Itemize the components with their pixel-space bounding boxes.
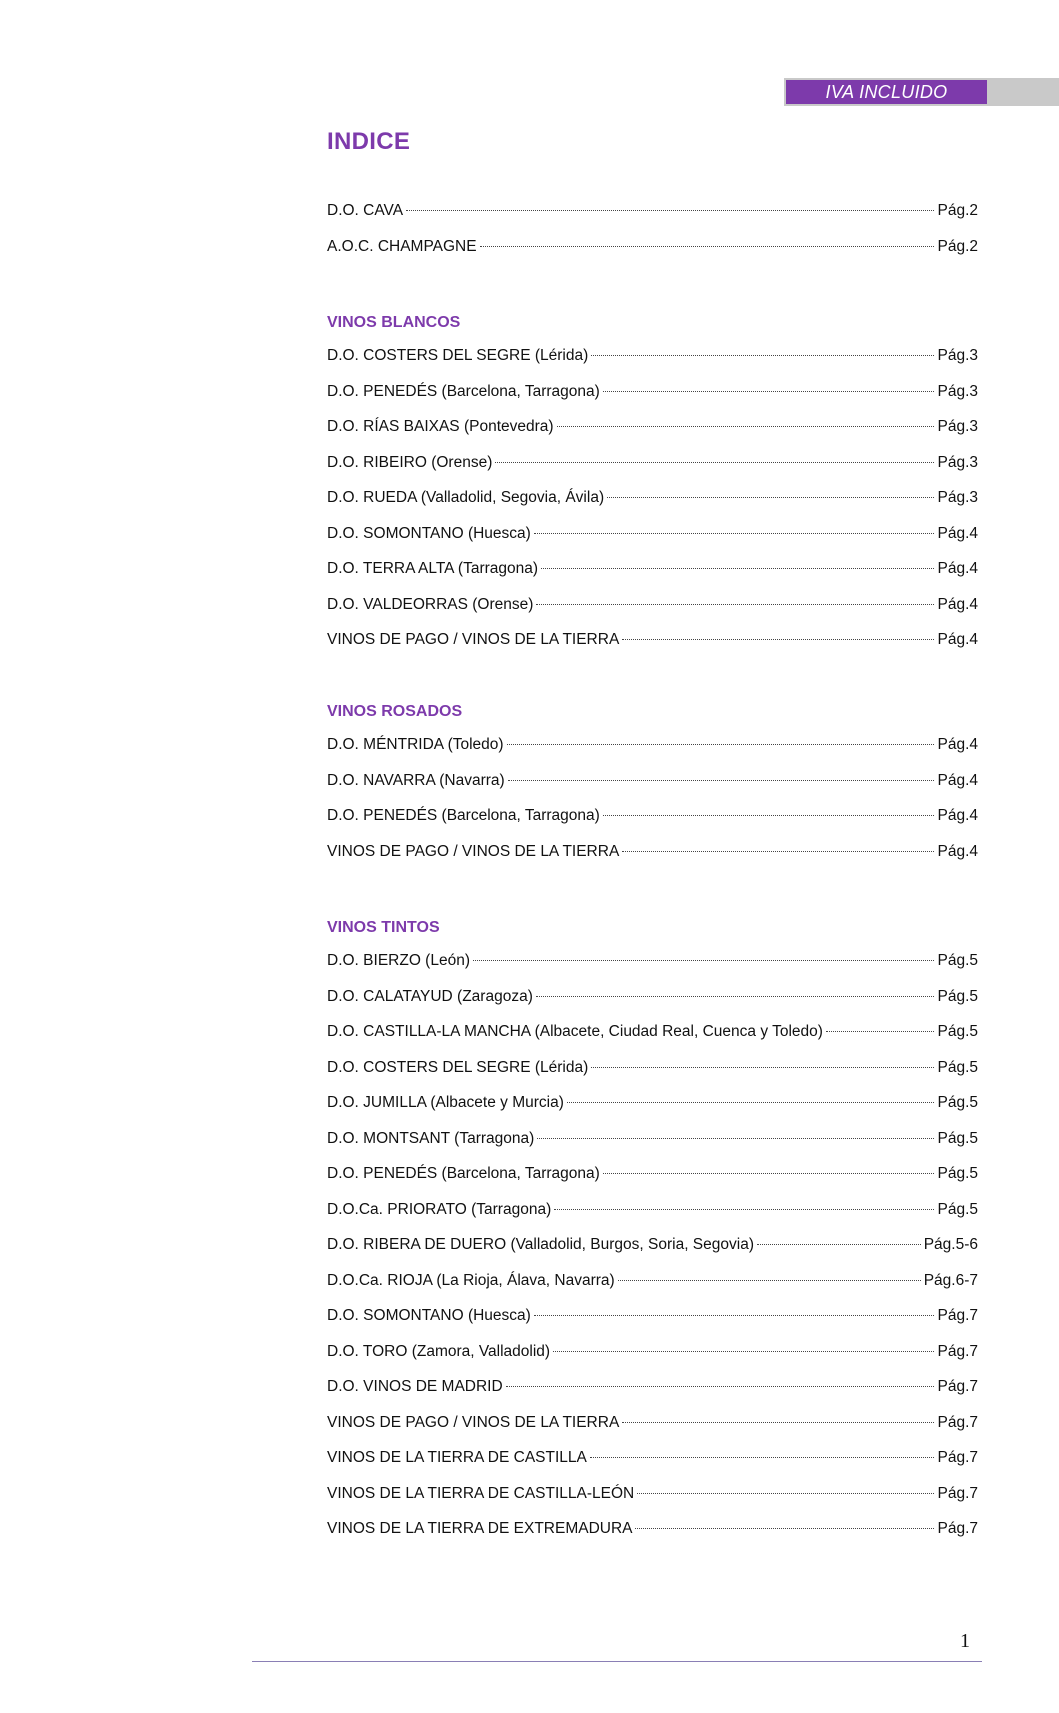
dot-leader bbox=[534, 533, 935, 534]
dot-leader bbox=[622, 1422, 934, 1423]
dot-leader bbox=[473, 960, 935, 961]
toc-entry-page: Pág.2 bbox=[937, 202, 978, 219]
toc-entry-label: D.O. MÉNTRIDA (Toledo) bbox=[327, 736, 504, 753]
toc-entry-page: Pág.7 bbox=[937, 1307, 978, 1324]
toc-entry-label: D.O. BIERZO (León) bbox=[327, 952, 470, 969]
toc-entry-page: Pág.3 bbox=[937, 347, 978, 364]
dot-leader bbox=[622, 639, 934, 640]
toc-entry-label: D.O. MONTSANT (Tarragona) bbox=[327, 1129, 535, 1147]
toc-entry bbox=[327, 734, 978, 770]
toc-entry-page: Pág.3 bbox=[937, 453, 978, 471]
toc-entry-label: D.O. PENEDÉS (Barcelona, Tarragona) bbox=[327, 382, 600, 400]
toc-entry-page: Pág.3 bbox=[937, 489, 978, 506]
toc-entry bbox=[327, 1518, 978, 1554]
toc-entry bbox=[327, 1057, 978, 1093]
toc-entry-label: D.O. SOMONTANO (Huesca) bbox=[327, 1307, 531, 1324]
toc-entry-page: Pág.4 bbox=[937, 842, 978, 860]
toc-entry-label: D.O. RUEDA (Valladolid, Segovia, Ávila) bbox=[327, 489, 605, 506]
dot-leader bbox=[537, 1138, 934, 1139]
dot-leader bbox=[637, 1493, 934, 1494]
section-heading-vinos-rosados: VINOS ROSADOS bbox=[327, 703, 463, 720]
dot-leader bbox=[603, 815, 935, 816]
toc-entry bbox=[327, 986, 978, 1022]
toc-entry bbox=[327, 200, 978, 236]
toc-entry bbox=[327, 236, 978, 272]
page-title: INDICE bbox=[327, 128, 411, 155]
toc-entry bbox=[327, 487, 978, 523]
dot-leader bbox=[603, 391, 935, 392]
toc-entry bbox=[327, 1447, 978, 1483]
toc-entry-label: VINOS DE PAGO / VINOS DE LA TIERRA bbox=[327, 842, 620, 860]
toc-entry-label: D.O. CALATAYUD (Zaragoza) bbox=[327, 987, 533, 1005]
toc-entry-label: D.O. RÍAS BAIXAS (Pontevedra) bbox=[327, 418, 554, 435]
toc-entry bbox=[327, 1128, 978, 1164]
toc-entry bbox=[327, 1234, 978, 1270]
toc-entry-page: Pág.4 bbox=[937, 771, 978, 789]
toc-entry bbox=[327, 1483, 978, 1519]
toc-entry-label: D.O. JUMILLA (Albacete y Murcia) bbox=[327, 1094, 564, 1111]
toc-entry bbox=[327, 629, 978, 665]
toc-entry-page: Pág.4 bbox=[937, 595, 978, 613]
toc-entry bbox=[327, 1305, 978, 1341]
toc-entry-page: Pág.7 bbox=[937, 1413, 978, 1431]
dot-leader bbox=[622, 851, 934, 852]
toc-entry-page: Pág.5 bbox=[937, 1094, 978, 1111]
toc-entry-page: Pág.7 bbox=[937, 1484, 978, 1502]
toc-entry-label: D.O. VINOS DE MADRID bbox=[327, 1378, 503, 1395]
toc-entry-page: Pág.7 bbox=[937, 1449, 978, 1466]
dot-leader bbox=[495, 462, 934, 463]
toc-entry-label: VINOS DE LA TIERRA DE CASTILLA-LEÓN bbox=[327, 1484, 635, 1502]
toc-entry-page: Pág.5 bbox=[937, 1129, 978, 1147]
toc-entry-label: VINOS DE PAGO / VINOS DE LA TIERRA bbox=[327, 1413, 620, 1431]
toc-entry-label: A.O.C. CHAMPAGNE bbox=[327, 237, 477, 255]
toc-entry-label: D.O.Ca. RIOJA (La Rioja, Álava, Navarra) bbox=[327, 1271, 615, 1289]
dot-leader bbox=[506, 1386, 935, 1387]
toc-section-vinos-rosados bbox=[327, 700, 978, 876]
dot-leader bbox=[553, 1351, 934, 1352]
toc-entry-label: D.O. PENEDÉS (Barcelona, Tarragona) bbox=[327, 1165, 600, 1182]
dot-leader bbox=[536, 604, 934, 605]
toc-entry-label: VINOS DE LA TIERRA DE CASTILLA bbox=[327, 1449, 587, 1466]
toc-entry bbox=[327, 416, 978, 452]
dot-leader bbox=[480, 246, 935, 247]
section-heading-vinos-blancos: VINOS BLANCOS bbox=[327, 314, 461, 331]
toc-entry bbox=[327, 345, 978, 381]
toc-entry bbox=[327, 523, 978, 559]
toc-entry-label: D.O. CASTILLA-LA MANCHA (Albacete, Ciudad Real, Cuenca y Toledo) bbox=[327, 1023, 823, 1040]
toc-entry-page: Pág.5 bbox=[937, 1058, 978, 1076]
toc-entry-page: Pág.4 bbox=[937, 736, 978, 753]
toc-entry-label: D.O. RIBEIRO (Orense) bbox=[327, 453, 493, 471]
dot-leader bbox=[507, 744, 935, 745]
dot-leader bbox=[757, 1244, 921, 1245]
toc-entry-page: Pág.7 bbox=[937, 1520, 978, 1537]
toc-entry bbox=[327, 1092, 978, 1128]
toc-entry-label: D.O. NAVARRA (Navarra) bbox=[327, 771, 505, 789]
toc-entry-page: Pág.7 bbox=[937, 1378, 978, 1395]
toc-entry-page: Pág.5 bbox=[937, 1023, 978, 1040]
toc-entry-label: D.O.Ca. PRIORATO (Tarragona) bbox=[327, 1200, 552, 1218]
toc-entry-page: Pág.6-7 bbox=[923, 1271, 978, 1289]
toc-entry bbox=[327, 1021, 978, 1057]
dot-leader bbox=[406, 210, 934, 211]
toc-entry bbox=[327, 1199, 978, 1235]
section-heading-vinos-tintos: VINOS TINTOS bbox=[327, 919, 440, 936]
dot-leader bbox=[591, 1067, 934, 1068]
toc-entry-page: Pág.4 bbox=[937, 560, 978, 577]
dot-leader bbox=[567, 1102, 935, 1103]
toc-section-vinos-tintos bbox=[327, 916, 978, 1554]
toc-entry-label: VINOS DE LA TIERRA DE EXTREMADURA bbox=[327, 1520, 633, 1537]
toc-entry-label: D.O. TERRA ALTA (Tarragona) bbox=[327, 560, 539, 577]
toc-entry-label: D.O. CAVA bbox=[327, 202, 404, 219]
toc-entry bbox=[327, 1163, 978, 1199]
toc-entry-label: VINOS DE PAGO / VINOS DE LA TIERRA bbox=[327, 631, 620, 648]
dot-leader bbox=[541, 568, 934, 569]
toc-entry bbox=[327, 1341, 978, 1377]
toc-entry-page: Pág.5 bbox=[937, 1165, 978, 1182]
toc-entry bbox=[327, 452, 978, 488]
dot-leader bbox=[635, 1528, 934, 1529]
toc-entry bbox=[327, 381, 978, 417]
toc-section-vinos-blancos bbox=[327, 311, 978, 665]
toc-entry-label: D.O. COSTERS DEL SEGRE (Lérida) bbox=[327, 1058, 589, 1076]
toc-entry-page: Pág.3 bbox=[937, 418, 978, 435]
toc-entry-label: D.O. COSTERS DEL SEGRE (Lérida) bbox=[327, 347, 589, 364]
dot-leader bbox=[826, 1031, 935, 1032]
toc-entry bbox=[327, 841, 978, 877]
page-number: 1 bbox=[960, 1630, 970, 1652]
toc-entry-page: Pág.3 bbox=[937, 382, 978, 400]
toc-intro bbox=[327, 200, 978, 271]
dot-leader bbox=[618, 1280, 921, 1281]
toc-entry bbox=[327, 558, 978, 594]
toc-entry-page: Pág.4 bbox=[937, 524, 978, 542]
toc-entry bbox=[327, 950, 978, 986]
dot-leader bbox=[591, 355, 934, 356]
dot-leader bbox=[603, 1173, 935, 1174]
dot-leader bbox=[554, 1209, 934, 1210]
toc-entry bbox=[327, 770, 978, 806]
footer-divider bbox=[252, 1661, 982, 1662]
toc-entry-page: Pág.7 bbox=[937, 1342, 978, 1360]
iva-badge: IVA INCLUIDO bbox=[786, 80, 987, 104]
toc-entry-label: D.O. RIBERA DE DUERO (Valladolid, Burgos, Soria, Segovia) bbox=[327, 1236, 754, 1253]
dot-leader bbox=[536, 996, 935, 997]
dot-leader bbox=[607, 497, 934, 498]
toc-entry-label: D.O. TORO (Zamora, Valladolid) bbox=[327, 1342, 551, 1360]
toc-entry bbox=[327, 1412, 978, 1448]
toc-entry-page: Pág.5 bbox=[937, 1200, 978, 1218]
toc-entry-page: Pág.5 bbox=[937, 987, 978, 1005]
toc-entry-page: Pág.4 bbox=[937, 807, 978, 824]
toc-entry bbox=[327, 805, 978, 841]
toc-entry-page: Pág.5 bbox=[937, 952, 978, 969]
toc-entry-label: D.O. PENEDÉS (Barcelona, Tarragona) bbox=[327, 807, 600, 824]
toc-entry bbox=[327, 1376, 978, 1412]
toc-entry-page: Pág.2 bbox=[937, 237, 978, 255]
dot-leader bbox=[557, 426, 935, 427]
dot-leader bbox=[534, 1315, 935, 1316]
dot-leader bbox=[508, 780, 935, 781]
toc-entry-page: Pág.4 bbox=[937, 631, 978, 648]
toc-entry-label: D.O. SOMONTANO (Huesca) bbox=[327, 524, 531, 542]
toc-entry-label: D.O. VALDEORRAS (Orense) bbox=[327, 595, 534, 613]
toc-entry bbox=[327, 594, 978, 630]
toc-entry-page: Pág.5-6 bbox=[923, 1236, 978, 1253]
dot-leader bbox=[590, 1457, 935, 1458]
toc-entry bbox=[327, 1270, 978, 1306]
